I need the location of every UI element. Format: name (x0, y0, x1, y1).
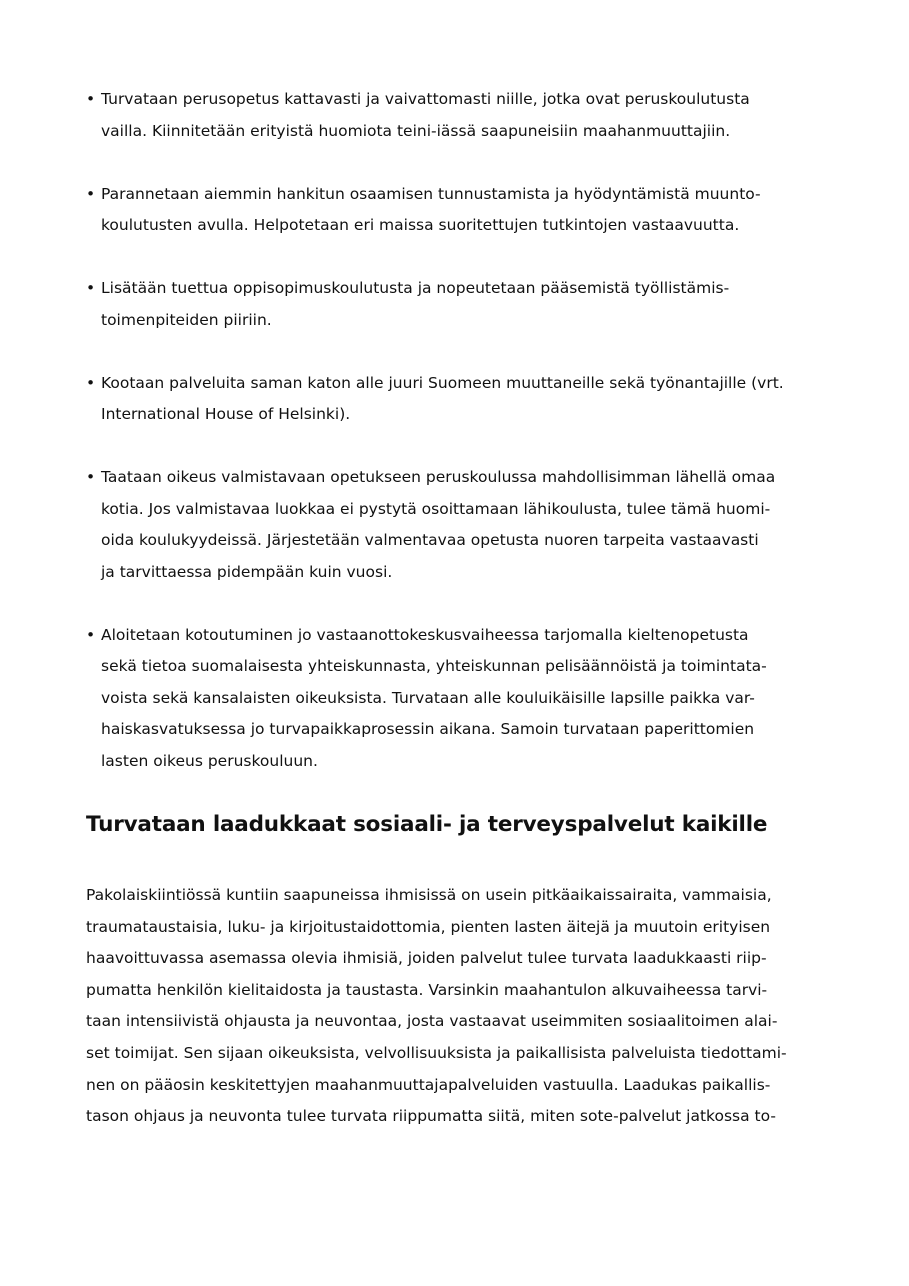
text-line: sekä tietoa suomalaisesta yhteiskunnasta, yhteiskunnan pelisäännöistä ja toimintata- (101, 657, 767, 675)
text-line: nen on pääosin keskitettyjen maahanmuuttajapalveluiden vastuulla. Laadukas paikallis- (86, 1075, 771, 1094)
text-line: taan intensiivistä ohjausta ja neuvontaa, josta vastaavat useimmiten sosiaalitoimen alai- (86, 1012, 778, 1031)
bullet-icon: • (86, 373, 96, 392)
text-line: tason ohjaus ja neuvonta tulee turvata riippumatta siitä, miten sote-palvelut jatkossa to- (86, 1107, 776, 1126)
text-line: koulutusten avulla. Helpotetaan eri maissa suoritettujen tutkintojen vastaavuutta. (101, 216, 740, 234)
bullet-icon: • (86, 90, 96, 108)
section-heading: Turvataan laadukkaat sosiaali- ja terveyspalvelut kaikille (86, 812, 768, 837)
text-line: set toimijat. Sen sijaan oikeuksista, velvollisuuksista ja paikallisista palveluista tiedottami- (86, 1043, 787, 1062)
text-line: oida koulukyydeissä. Järjestetään valmentavaa opetusta nuoren tarpeita vastaavasti (101, 531, 759, 549)
list-item (86, 620, 826, 778)
list-item (86, 462, 826, 588)
list-item (86, 368, 826, 431)
bullet-icon: • (86, 184, 96, 203)
text-line: ja tarvittaessa pidempään kuin vuosi. (101, 562, 393, 581)
text-line: lasten oikeus peruskouluun. (101, 751, 318, 770)
body-paragraph (86, 880, 826, 1133)
text-line: pumatta henkilön kielitaidosta ja taustasta. Varsinkin maahantulon alkuvaiheessa tarvi- (86, 980, 768, 999)
text-line: kotia. Jos valmistavaa luokkaa ei pystytä osoittamaan lähikoulusta, tulee tämä huomi- (101, 499, 771, 518)
text-line: vailla. Kiinnitetään erityistä huomiota teini-iässä saapuneisiin maahanmuuttajiin. (101, 121, 731, 140)
bullet-icon: • (86, 625, 96, 644)
text-line: International House of Helsinki). (101, 405, 351, 423)
text-line: haavoittuvassa asemassa olevia ihmisiä, joiden palvelut tulee turvata laadukkaasti riip- (86, 949, 767, 968)
text-line: voista sekä kansalaisten oikeuksista. Turvataan alle kouluikäisille lapsille paikka var- (101, 688, 755, 707)
text-line: toimenpiteiden piiriin. (101, 310, 272, 329)
text-line: Turvataan perusopetus kattavasti ja vaivattomasti niille, jotka ovat peruskoulutusta (101, 90, 750, 108)
text-line: Kootaan palveluita saman katon alle juuri Suomeen muuttaneille sekä työnantajille (vrt. (101, 373, 784, 392)
text-line: Pakolaiskiintiössä kuntiin saapuneissa ihmisissä on usein pitkäaikaissairaita, vammaisia, (86, 886, 772, 904)
bullet-icon: • (86, 279, 96, 297)
list-item (86, 273, 826, 336)
bullet-icon: • (86, 468, 96, 486)
text-line: haiskasvatuksessa jo turvapaikkaprosessin aikana. Samoin turvataan paperittomien (101, 720, 755, 738)
text-line: Parannetaan aiemmin hankitun osaamisen tunnustamista ja hyödyntämistä muunto- (101, 184, 761, 203)
list-item (86, 179, 826, 242)
bullet-list (86, 84, 826, 809)
text-line: traumataustaisia, luku- ja kirjoitustaidottomia, pienten lasten äitejä ja muutoin erityisen (86, 917, 771, 936)
list-item (86, 84, 826, 147)
text-line: Aloitetaan kotoutuminen jo vastaanottokeskusvaiheessa tarjomalla kieltenopetusta (101, 625, 749, 644)
text-line: Lisätään tuettua oppisopimuskoulutusta ja nopeutetaan pääsemistä työllistämis- (101, 279, 730, 297)
text-line: Taataan oikeus valmistavaan opetukseen peruskoulussa mahdollisimman lähellä omaa (101, 468, 776, 486)
